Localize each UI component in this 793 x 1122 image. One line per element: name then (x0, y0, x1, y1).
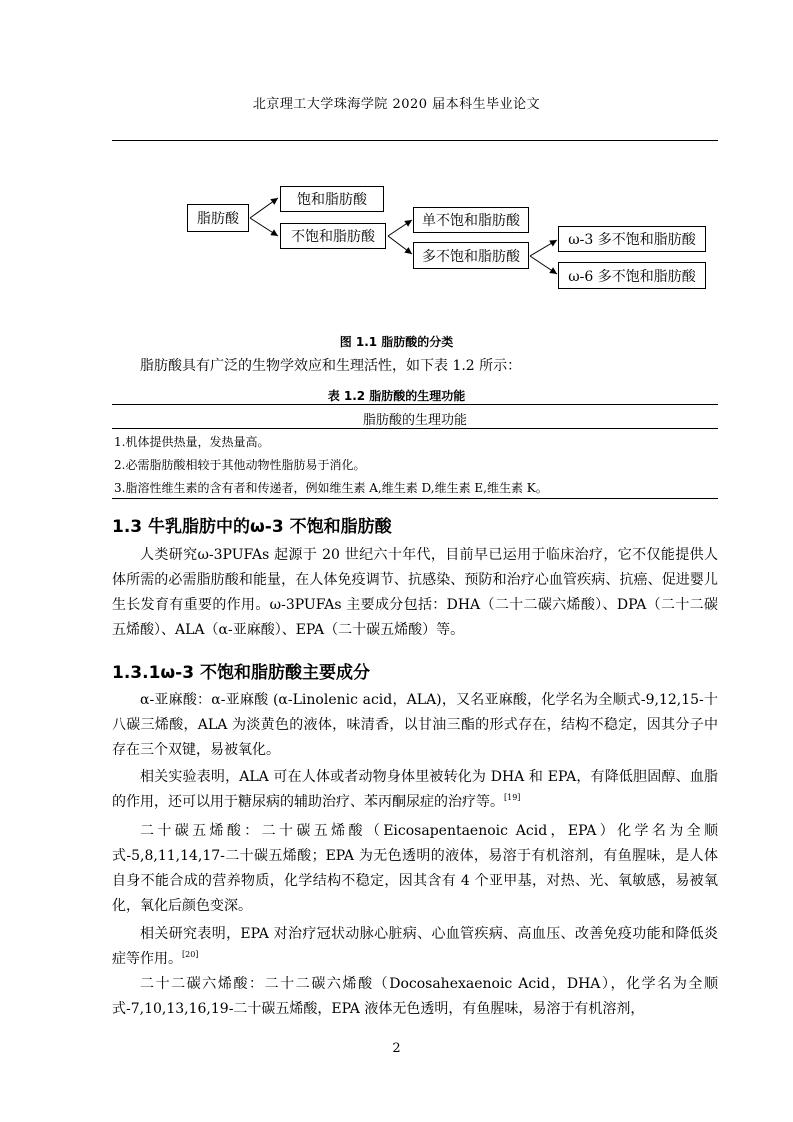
section-1-3-paragraph: 人类研究ω-3PUFAs 起源于 20 世纪六十年代，目前早已运用于临床治疗，它不仅能提供人体所需的必需脂肪酸和能量，在人体免疫调节、抗感染、预防和治疗心血管疾病、抗癌、促进婴儿生长发育有重要的作用。ω-3PUFAs 主要成分包括：DHA（二十二碳六烯酸）、DPA（二十二碳五烯酸）、ALA（α-亚麻酸）、EPA（二十碳五烯酸）等。 (112, 547, 718, 638)
node-saturated: 饱和脂肪酸 (280, 186, 384, 212)
paragraph-dha: 二十二碳六烯酸：二十二碳六烯酸（Docosahexaenoic Acid，DHA），化学名为全顺式-7,10,13,16,19-二十碳五烯酸，EPA 液体无色透明，有鱼腥味，易溶于有机溶剂， (112, 976, 718, 1017)
node-fatty-acid: 脂肪酸 (187, 204, 249, 232)
node-unsaturated: 不饱和脂肪酸 (280, 223, 386, 249)
page-header: 北京理工大学珠海学院 2020 届本科生毕业论文 (252, 97, 541, 112)
paragraph-epa: 二十碳五烯酸：二十碳五烯酸（Eicosapentaenoic Acid，EPA）化学名为全顺式-5,8,11,14,17-二十碳五烯酸；EPA 为无色透明的液体，易溶于有机溶剂，有鱼腥味，是人体自身不能合成的营养物质，化学结构不稳定，因其含有 4 个亚甲基，对热、光、氧敏感，易被氧化，氧化后颜色变深。 (112, 823, 718, 914)
table-header: 脂肪酸的生理功能 (362, 413, 467, 428)
paragraph-ala-research (112, 765, 718, 815)
arrow-root-saturated (250, 198, 278, 218)
arrow-poly-omega3 (530, 240, 557, 256)
table-caption: 表 1.2 脂肪酸的生理功能 (327, 389, 466, 403)
table-top-rule (112, 404, 718, 405)
paragraph-ala: α-亚麻酸：α-亚麻酸 (α-Linolenic acid，ALA)，又名亚麻酸，化学名为全顺式-9,12,15-十八碳三烯酸，ALA 为淡黄色的液体，味清香，以甘油三酯的形式存在，结构不稳定，因其分子中存在三个双键，易被氧化。 (112, 692, 718, 758)
arrow-unsat-mono (388, 220, 412, 236)
paragraph-epa-research-text: 相关研究表明，EPA 对治疗冠状动脉心脏病、心血管疾病、高血压、改善免疫功能和降低炎症等作用。 (112, 926, 718, 967)
figure-caption: 图 1.1 脂肪酸的分类 (339, 335, 454, 349)
intro-paragraph: 脂肪酸具有广泛的生物学效应和生理活性，如下表 1.2 所示： (140, 358, 522, 374)
node-omega6: ω-6 多不饱和脂肪酸 (558, 262, 706, 289)
table-bottom-rule (112, 498, 718, 499)
section-heading-1-3: 1.3 牛乳脂肪中的ω-3 不饱和脂肪酸 (112, 517, 392, 537)
fatty-acid-classification-diagram (0, 0, 793, 330)
arrow-poly-omega6 (530, 256, 557, 274)
page-number: 2 (392, 1041, 401, 1056)
node-monounsaturated: 单不饱和脂肪酸 (413, 207, 529, 233)
section-heading-1-3-1: 1.3.1ω-3 不饱和脂肪酸主要成分 (112, 663, 370, 683)
arrow-unsat-poly (388, 236, 412, 254)
table-header-rule (112, 428, 718, 429)
arrow-root-unsaturated (250, 218, 278, 236)
citation-20: [20] (182, 950, 199, 959)
paragraph-ala-research-text: 相关实验表明，ALA 可在人体或者动物身体里被转化为 DHA 和 EPA，有降低胆固醇、血脂的作用，还可以用于糖尿病的辅助治疗、苯丙酮尿症的治疗等。 (112, 769, 718, 810)
table-row: 2.必需脂肪酸相较于其他动物性脂肪易于消化。 (114, 458, 366, 472)
node-omega3: ω-3 多不饱和脂肪酸 (558, 226, 706, 252)
node-polyunsaturated: 多不饱和脂肪酸 (413, 242, 529, 269)
paragraph-epa-research (112, 922, 718, 972)
citation-19: [19] (504, 793, 521, 802)
table-row: 3.脂溶性维生素的含有者和传递者，例如维生素 A,维生素 D,维生素 E,维生素 K。 (114, 481, 548, 495)
table-row: 1.机体提供热量，发热量高。 (114, 435, 270, 449)
